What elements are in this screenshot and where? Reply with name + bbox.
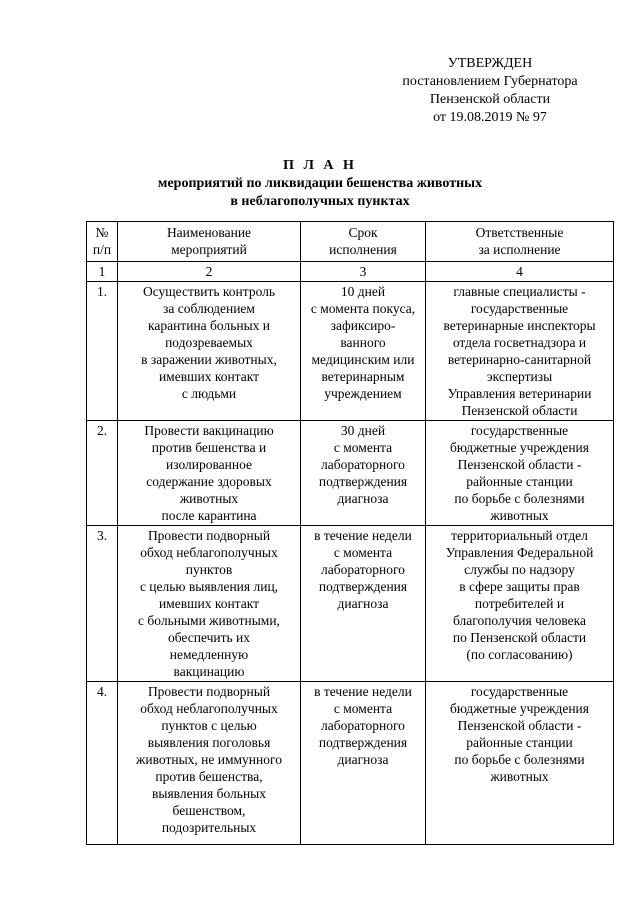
approved-line-3: от 19.08.2019 № 97 bbox=[433, 110, 547, 125]
row-number: 1. bbox=[87, 282, 118, 421]
table-row bbox=[87, 421, 614, 526]
table-header-row bbox=[87, 222, 614, 262]
responsible-cell: государственные бюджетные учреждения Пензенской области - районные станции по борьбе с болезнями животных bbox=[426, 682, 614, 845]
responsible-cell: главные специалисты - государственные ветеринарные инспекторы отдела госветнадзора и ветеринарно-санитарной экспертизы Управления ветеринарии Пензенской области bbox=[426, 282, 614, 421]
term-cell: в течение недели с момента лабораторного подтверждения диагноза bbox=[301, 526, 426, 682]
measure-cell: Провести вакцинацию против бешенства и изолированное содержание здоровых животных после карантина bbox=[118, 421, 301, 526]
approved-line-1: постановлением Губернатора bbox=[402, 74, 578, 89]
document-subtitle-1: мероприятий по ликвидации бешенства животных bbox=[157, 176, 483, 191]
approved-title: УТВЕРЖДЕН bbox=[447, 56, 533, 71]
table-row bbox=[87, 526, 614, 682]
row-number: 2. bbox=[87, 421, 118, 526]
measure-cell: Осуществить контроль за соблюдением карантина больных и подозреваемых в заражении животных, имевших контакт с людьми bbox=[118, 282, 301, 421]
column-numbers-row bbox=[87, 262, 614, 282]
header-number: № п/п bbox=[87, 222, 118, 262]
document-title: П Л А Н bbox=[283, 158, 357, 173]
measures-table bbox=[86, 221, 614, 845]
term-cell: 10 дней с момента покуса, зафиксиро- ванного медицинским или ветеринарным учреждением bbox=[301, 282, 426, 421]
measure-cell: Провести подворный обход неблагополучных пунктов с целью выявления лиц, имевших контакт с больными животными, обеспечить их немедленную вакцинацию bbox=[118, 526, 301, 682]
term-cell: в течение недели с момента лабораторного подтверждения диагноза bbox=[301, 682, 426, 845]
table-row bbox=[87, 682, 614, 845]
header-term: Срок исполнения bbox=[301, 222, 426, 262]
document-subtitle-2: в неблагополучных пунктах bbox=[230, 194, 410, 209]
column-number: 2 bbox=[118, 262, 301, 282]
column-number: 4 bbox=[426, 262, 614, 282]
header-responsible: Ответственные за исполнение bbox=[426, 222, 614, 262]
column-number: 1 bbox=[87, 262, 118, 282]
term-cell: 30 дней с момента лабораторного подтверждения диагноза bbox=[301, 421, 426, 526]
table-row bbox=[87, 282, 614, 421]
header-measures: Наименование мероприятий bbox=[118, 222, 301, 262]
approval-stamp bbox=[370, 55, 610, 127]
row-number: 4. bbox=[87, 682, 118, 845]
approved-line-2: Пензенской области bbox=[429, 92, 551, 107]
responsible-cell: государственные бюджетные учреждения Пензенской области - районные станции по борьбе с болезнями животных bbox=[426, 421, 614, 526]
column-number: 3 bbox=[301, 262, 426, 282]
row-number: 3. bbox=[87, 526, 118, 682]
responsible-cell: территориальный отдел Управления Федеральной службы по надзору в сфере защиты прав потребителей и благополучия человека по Пензенской области (по согласованию) bbox=[426, 526, 614, 682]
measure-cell: Провести подворный обход неблагополучных пунктов с целью выявления поголовья животных, не иммунного против бешенства, выявления больных бешенством, подозрительных bbox=[118, 682, 301, 845]
